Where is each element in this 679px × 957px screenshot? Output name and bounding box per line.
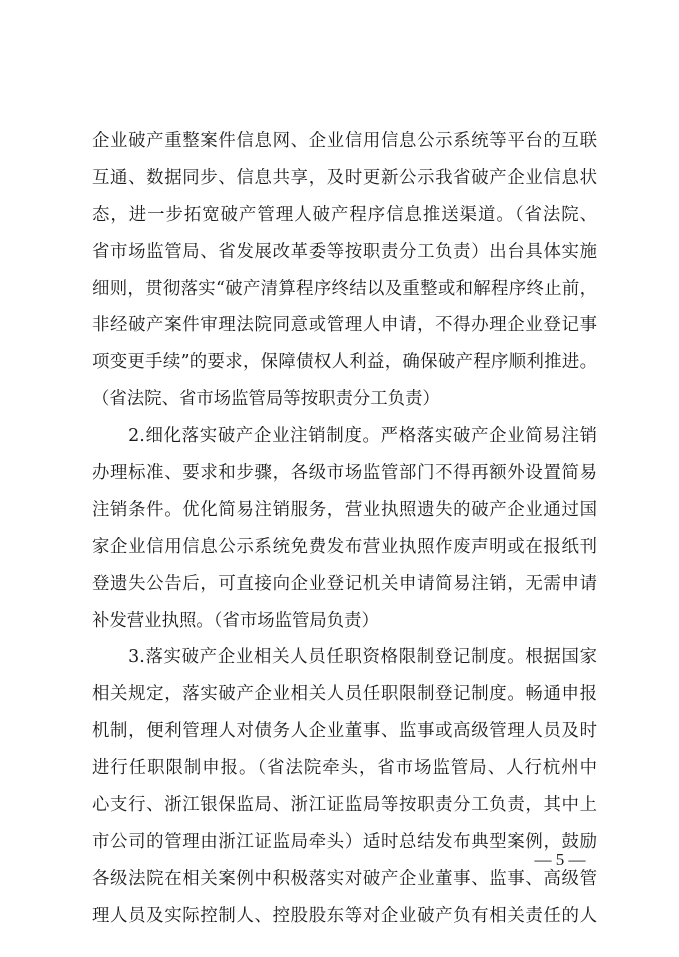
text-line: 企业破产重整案件信息网、企业信用信息公示系统等平台的互联 [92, 131, 597, 151]
text-line: 市公司的管理由浙江证监局牵头）适时总结发布典型案例，鼓励 [92, 831, 597, 852]
text-line: 互通、数据同步、信息共享，及时更新公示我省破产企业信息状 [92, 167, 597, 188]
text-line: 3.落实破产企业相关人员任职资格限制登记制度。根据国家 [92, 647, 597, 668]
text-line: 细则，贯彻落实“破产清算程序终结以及重整或和解程序终止前， [92, 278, 597, 299]
text-line: 进行任职限制申报。（省法院牵头，省市场监管局、人行杭州中 [92, 758, 597, 779]
document-body [92, 123, 597, 935]
text-line: 登遗失公告后，可直接向企业登记机关申请简易注销，无需申请 [92, 573, 597, 594]
text-line: 心支行、浙江银保监局、浙江证监局等按职责分工负责，其中上 [92, 795, 597, 816]
text-line: 态，进一步拓宽破产管理人破产程序信息推送渠道。（省法院、 [92, 204, 597, 225]
text-line: 2.细化落实破产企业注销制度。严格落实破产企业简易注销 [92, 426, 597, 447]
text-line: 非经破产案件审理法院同意或管理人申请，不得办理企业登记事 [92, 315, 597, 336]
text-line: 项变更手续”的要求，保障债权人利益，确保破产程序顺利推进。 [92, 352, 597, 373]
text-line: 注销条件。优化简易注销服务，营业执照遗失的破产企业通过国 [92, 499, 597, 520]
text-line: 办理标准、要求和步骤，各级市场监管部门不得再额外设置简易 [92, 463, 597, 484]
page-number: — 5 — [534, 850, 586, 869]
text-line: 机制，便利管理人对债务人企业董事、监事或高级管理人员及时 [92, 721, 597, 742]
text-line: 省市场监管局、省发展改革委等按职责分工负责）出台具体实施 [92, 241, 597, 262]
text-line: 各级法院在相关案例中积极落实对破产企业董事、监事、高级管 [92, 868, 597, 889]
text-line: 补发营业执照。（省市场监管局负责） [92, 610, 379, 631]
text-line: 相关规定，落实破产企业相关人员任职限制登记制度。畅通申报 [92, 684, 597, 705]
text-line: 家企业信用信息公示系统免费发布营业执照作废声明或在报纸刊 [92, 536, 597, 557]
text-line: 理人员及实际控制人、控股股东等对企业破产负有相关责任的人 [92, 905, 597, 926]
text-line: （省法院、省市场监管局等按职责分工负责） [92, 389, 440, 410]
